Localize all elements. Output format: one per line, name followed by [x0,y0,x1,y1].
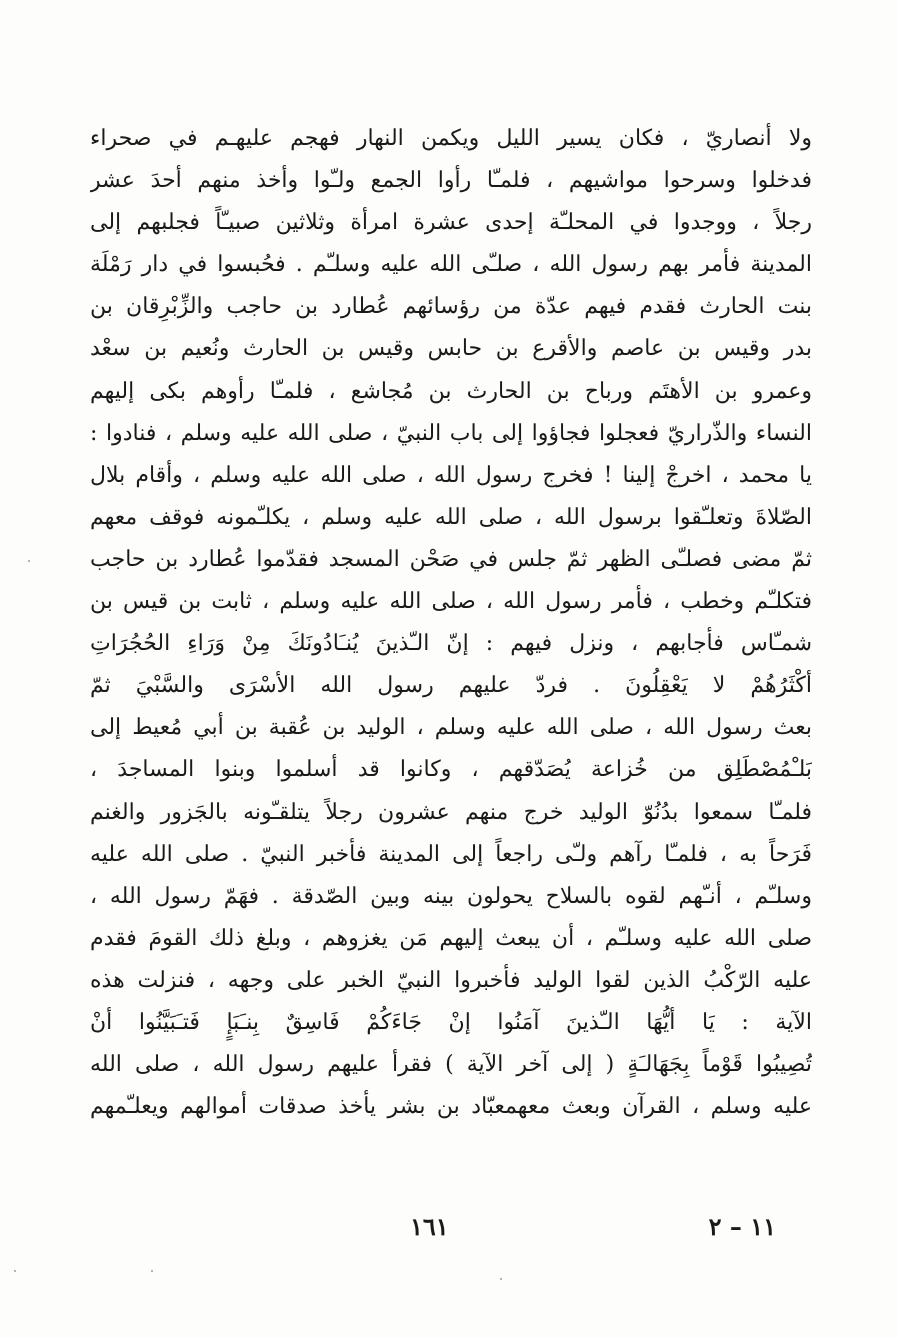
body-text [90,118,812,1128]
text-line: بدر وقيس بن عاصم والأقرع بن حابس وقيس بن الحارث ونُعيم بن سعْد [90,336,812,362]
text-line: الآية : يَا أيُّهَا الـّذينَ آمَنُوا إنْ جَاءَكُمْ فَاسِقٌ بِنـَبَإٍ فَتـَبَيَّنُوا أنْ [90,1009,812,1035]
text-line: يا محمد ، اخرجْ إلينا ! فخرج رسول الله ، صلى الله عليه وسلم ، وأقام بلال [90,462,812,488]
text-line: فلمـّا سمعوا بدُنُوّ الوليد خرج منهم عشرون رجلاً يتلقـّونه بالجَزور والغنم [90,799,812,825]
text-line: صلى الله عليه وسلـّم ، أن يبعث إليهم مَن يغزوهم ، وبلغ ذلك القومَ فقدم [90,925,812,951]
page-footer [0,1207,898,1247]
text-line: المدينة فأمر بهم رسول الله ، صلـّى الله عليه وسلـّم . فحُبسوا في دار رَمْلَة [90,252,812,278]
scan-speck [500,1278,502,1280]
scan-speck [28,560,30,562]
text-line: وعمرو بن الأهتَم ورباح بن الحارث بن مُجاشع ، فلمـّا رأوهم بكى إليهم [90,378,812,404]
text-line: عليه الرّكْبُ الذين لقوا الوليد فأخبروا النبيّ الخبر على وجهه ، فنزلت هذه [90,967,812,993]
text-line: بَلـْمُصْطَلِق من خُزاعة يُصَدّقهم ، وكانوا قد أسلموا وبنوا المساجدَ ، [90,757,812,783]
text-line: فدخلوا وسرحوا مواشيهم ، فلمـّا رأوا الجمع ولـّوا وأخذ منهم أحدَ عشر [90,168,812,194]
text-line: ولا أنصاريّ ، فكان يسير الليل ويكمن النهار فهجم عليهـم في صحراء [90,126,812,151]
text-line: تُصِيبُوا قَوْماً بِجَهَالـَةٍ ( إلى آخر الآية ) فقرأ عليهم رسول الله ، صلى الله [90,1052,812,1078]
signature-mark: ١١ – ٢ [708,1212,776,1241]
text-line: بنت الحارث فقدم فيهم عدّة من رؤسائهم عُطارد بن حاجب والزِّبْرِقان بن [90,294,812,320]
text-line: فَرَحاً به ، فلمـّا رآهم ولـّى راجعاً إلى المدينة فأخبر النبيّ . صلى الله عليه [90,841,812,867]
scan-speck [151,1270,153,1272]
text-line: ثمّ مضى فصلـّى الظهر ثمّ جلس في صَحْن المسجد فقدّموا عُطارد بن حاجب [90,546,812,572]
text-line: بعث رسول الله ، صلى الله عليه وسلم ، الوليد بن عُقبة بن أبي مُعيط إلى [90,715,812,741]
page-number: ١٦١ [410,1212,449,1241]
text-line: فتكلـّم وخطب ، فأمر رسول الله ، صلى الله عليه وسلم ، ثابت بن قيس بن [90,589,812,615]
text-line: النساء والذّراريّ فعجلوا فجاؤوا إلى باب النبيّ ، صلى الله عليه وسلم ، فنادوا : [90,420,812,446]
text-line: عليه وسلم ، القرآن وبعث معهمعبّاد بن بشر يأخذ صدقات أموالهم ويعلـّمهم [90,1094,812,1120]
text-line: شمـّاس فأجابهم ، ونزل فيهم : إنّ الـّذينَ يُنـَادُونَكَ مِنْ وَرَاءِ الحُجُرَاتِ [90,631,812,657]
scan-speck [14,1270,16,1272]
text-line: رجلاً ، ووجدوا في المحلـّة إحدى عشرة امرأة وثلاثين صبيـّاً فجلبهم إلى [90,210,812,236]
text-line: الصّلاةَ وتعلـّقوا برسول الله ، صلى الله عليه وسلم ، يكلـّمونه فوقف معهم [90,504,812,530]
text-line: وسلـّم ، أنـّهم لقوه بالسلاح يحولون بينه وبين الصّدقة . فهَمّ رسول الله ، [90,883,812,909]
text-line: أكْثَرُهُمْ لا يَعْقِلُونَ . فردّ عليهم رسول الله الأسْرَى والسَّبْيَ ثمّ [90,673,812,699]
